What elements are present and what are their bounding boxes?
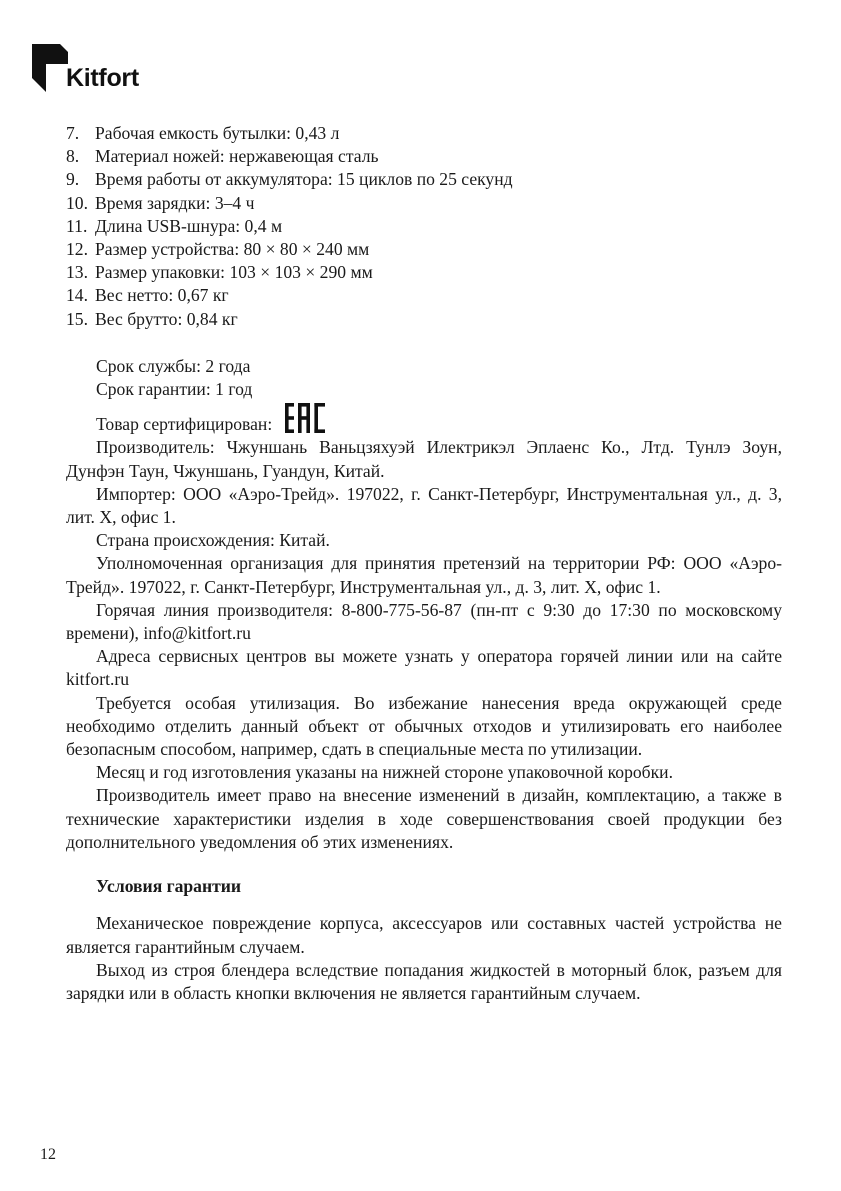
spec-item: 13. Размер упаковки: 103 × 103 × 290 мм [66, 262, 373, 283]
origin-paragraph: Страна происхождения: Китай. [96, 530, 330, 551]
warranty-conditions-heading: Условия гарантии [96, 876, 242, 897]
eac-certification-icon [284, 401, 328, 434]
service-centers-paragraph: Адреса сервисных центров вы можете узнать у оператора горячей линии или на сайте kitfort.ru [66, 646, 782, 690]
certification-line: Товар сертифицирован: [66, 401, 782, 436]
changes-notice-paragraph: Производитель имеет право на внесение изменений в дизайн, комплектацию, а также в технические характеристики изделия в ходе совершенствования своей продукции без дополнительного уведомления об этих изменениях. [66, 785, 782, 852]
spec-item: 12. Размер устройства: 80 × 80 × 240 мм [66, 239, 370, 260]
hotline-paragraph: Горячая линия производителя: 8-800-775-56-87 (пн-пт с 9:30 до 17:30 по московскому времени), info@kitfort.ru [66, 599, 782, 644]
document-body [66, 122, 782, 1005]
warranty-paragraph: Выход из строя блендера вследствие попадания жидкостей в моторный блок, разъем для зарядки или в область кнопки включения не является гарантийным случаем. [66, 959, 782, 1003]
brand-name: Kitfort [66, 64, 139, 92]
spec-item: 9. Время работы от аккумулятора: 15 циклов по 25 секунд [66, 169, 513, 190]
warranty-paragraph: Механическое повреждение корпуса, аксессуаров или составных частей устройства не является гарантийным случаем. [66, 913, 782, 957]
service-life: Срок службы: 2 года [96, 355, 251, 376]
spec-item: 8. Материал ножей: нержавеющая сталь [66, 146, 379, 167]
page-number: 12 [40, 1146, 56, 1163]
spec-item: 15. Вес брутто: 0,84 кг [66, 308, 238, 329]
importer-paragraph: Импортер: ООО «Аэро-Трейд». 197022, г. Санкт-Петербург, Инструментальная ул., д. 3, лит. Х, офис 1. [66, 483, 782, 528]
spec-item: 14. Вес нетто: 0,67 кг [66, 285, 229, 306]
spec-list [66, 122, 782, 331]
warranty-period: Срок гарантии: 1 год [96, 379, 253, 400]
spec-item: 7. Рабочая емкость бутылки: 0,43 л [66, 123, 340, 143]
spec-item: 10. Время зарядки: 3–4 ч [66, 192, 255, 213]
disposal-paragraph: Требуется особая утилизация. Во избежание нанесения вреда окружающей среде необходимо отделить данный объект от обычных отходов и утилизировать его наиболее безопасным способом, например, сдать в специальные места по утилизации. [66, 692, 782, 760]
manufacturer-paragraph: Производитель: Чжуншань Ваньцзяхуэй Илектрикэл Эплаенс Ко., Лтд. Тунлэ Зоун, Дунфэн Таун, Чжуншань, Гуандун, Китай. [66, 437, 782, 481]
authorized-organization-paragraph: Уполномоченная организация для принятия претензий на территории РФ: ООО «Аэро-Трейд». 197022, г. Санкт-Петербург, Инструментальная ул., д. 3, лит. Х, офис 1. [66, 553, 782, 597]
manufacture-date-paragraph: Месяц и год изготовления указаны на нижней стороне упаковочной коробки. [96, 762, 673, 783]
brand-logo [30, 42, 170, 98]
kitfort-logo-icon [30, 42, 70, 94]
spec-item: 11. Длина USB-шнура: 0,4 м [66, 215, 283, 236]
info-section [66, 355, 782, 854]
